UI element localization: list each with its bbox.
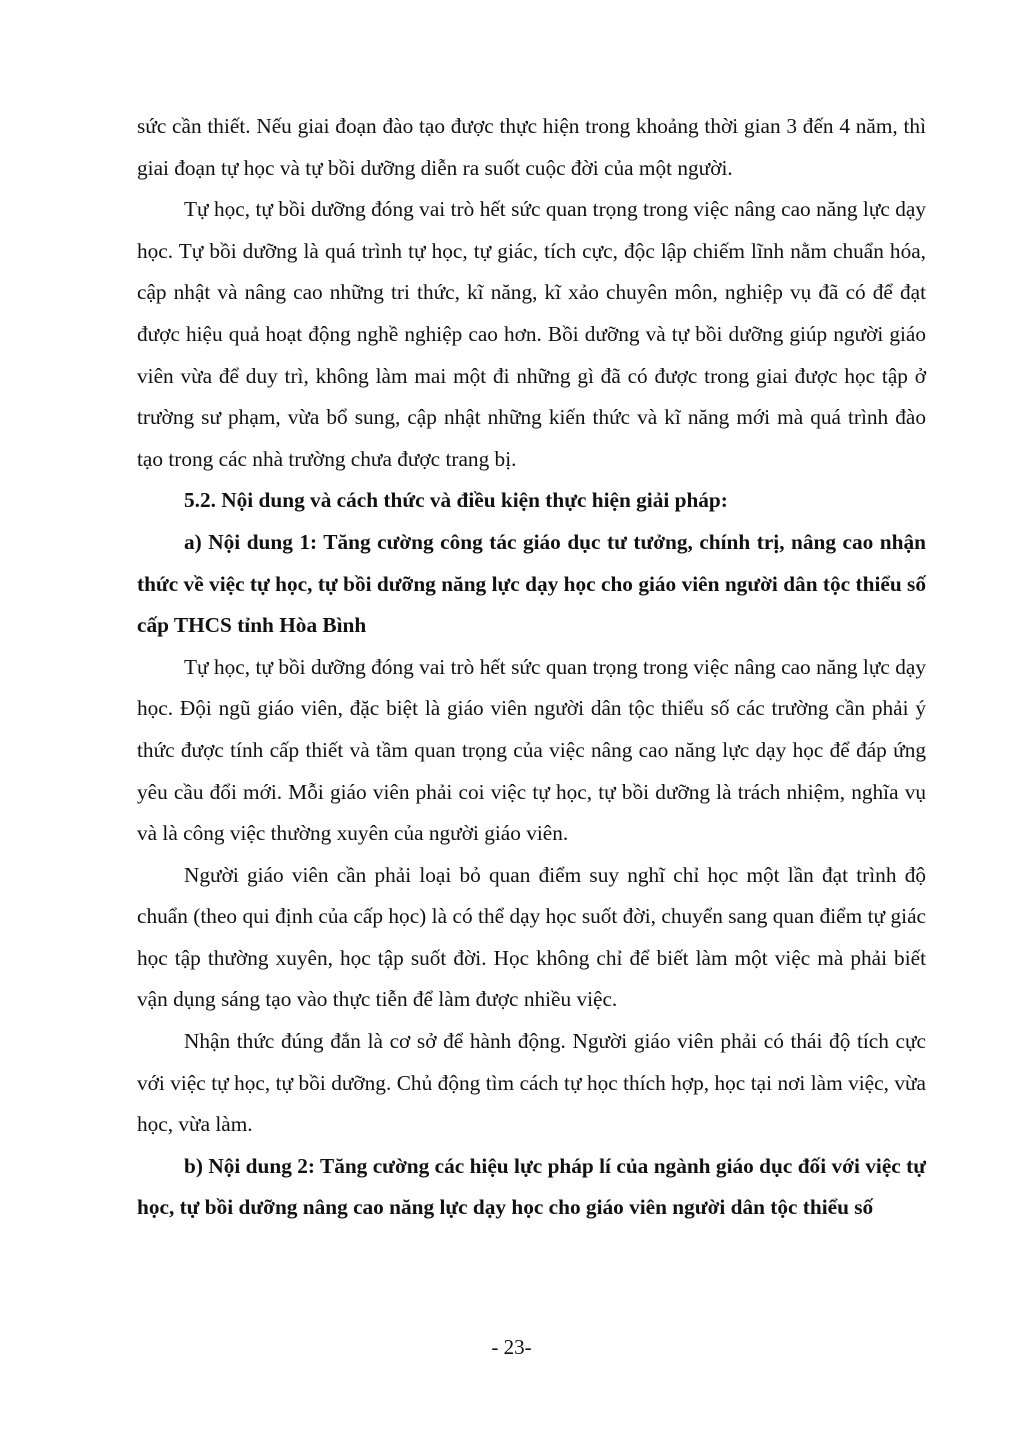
paragraph-right-perception: Nhận thức đúng đắn là cơ sở để hành động. Người giáo viên phải có thái độ tích cực với việc tự học, tự bồi dưỡng. Chủ động tìm cách tự học thích hợp, học tại nơi làm việc, vừa học, vừa làm. bbox=[137, 1029, 926, 1137]
paragraph-self-study-role: Tự học, tự bồi dưỡng đóng vai trò hết sức quan trọng trong việc nâng cao năng lực dạy học. Tự bồi dưỡng là quá trình tự học, tự giác, tích cực, độc lập chiếm lĩnh nằm chuẩn hóa, cập nhật và nâng cao những tri thức, kĩ năng, kĩ xảo chuyên môn, nghiệp vụ đã có để đạt được hiệu quả hoạt động nghề nghiệp cao hơn. Bồi dưỡng và tự bồi dưỡng giúp người giáo viên vừa để duy trì, không làm mai một đi những gì đã có được trong giai được học tập ở trường sư phạm, vừa bổ sung, cập nhật những kiến thức và kĩ năng mới mà quá trình đào tạo trong các nhà trường chưa được trang bị. bbox=[137, 197, 926, 471]
page-number: - 23- bbox=[491, 1335, 532, 1359]
paragraph-continuation: sức cần thiết. Nếu giai đoạn đào tạo được thực hiện trong khoảng thời gian 3 đến 4 năm, thì giai đoạn tự học và tự bồi dưỡng diễn ra suốt cuộc đời của một người. bbox=[137, 114, 926, 180]
subheading-content-2: b) Nội dung 2: Tăng cường các hiệu lực pháp lí của ngành giáo dục đối với việc tự học, tự bồi dưỡng nâng cao năng lực dạy học cho giáo viên người dân tộc thiểu số bbox=[137, 1153, 926, 1220]
section-heading-5-2: 5.2. Nội dung và cách thức và điều kiện thực hiện giải pháp: bbox=[184, 488, 728, 513]
subheading-content-1: a) Nội dung 1: Tăng cường công tác giáo dục tư tưởng, chính trị, nâng cao nhận thức về việc tự học, tự bồi dưỡng năng lực dạy học cho giáo viên người dân tộc thiểu số cấp THCS tỉnh Hòa Bình bbox=[137, 529, 926, 638]
body-text bbox=[137, 106, 926, 1229]
paragraph-lifelong-learning: Người giáo viên cần phải loại bỏ quan điểm suy nghĩ chỉ học một lần đạt trình độ chuẩn (theo qui định của cấp học) là có thể dạy học suốt đời, chuyển sang quan điểm tự giác học tập thường xuyên, học tập suốt đời. Học không chỉ để biết làm một việc mà phải biết vận dụng sáng tạo vào thực tiễn để làm được nhiều việc. bbox=[137, 862, 926, 1012]
paragraph-teacher-awareness: Tự học, tự bồi dưỡng đóng vai trò hết sức quan trọng trong việc nâng cao năng lực dạy học. Đội ngũ giáo viên, đặc biệt là giáo viên người dân tộc thiểu số các trường cần phải ý thức được tính cấp thiết và tầm quan trọng của việc nâng cao năng lực dạy học để đáp ứng yêu cầu đổi mới. Mỗi giáo viên phải coi việc tự học, tự bồi dưỡng là trách nhiệm, nghĩa vụ và là công việc thường xuyên của người giáo viên. bbox=[137, 654, 926, 846]
